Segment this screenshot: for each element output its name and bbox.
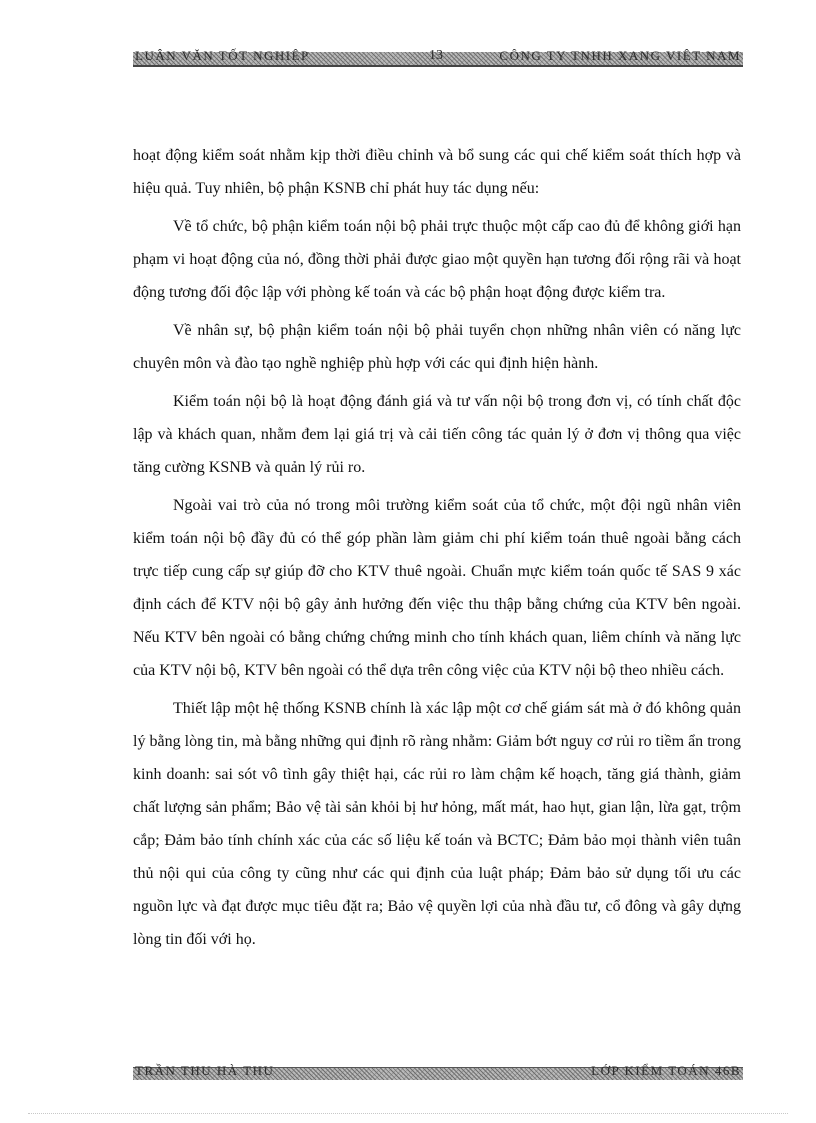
paragraph-continuation: hoạt động kiểm soát nhằm kịp thời điều chỉnh và bổ sung các qui chế kiểm soát thích hợp và hiệu quả. Tuy nhiên, bộ phận KSNB chỉ phát huy tác dụng nếu: <box>133 147 741 197</box>
paragraph-ksnb-system: Thiết lập một hệ thống KSNB chính là xác lập một cơ chế giám sát mà ở đó không quản lý bằng lòng tin, mà bằng những qui định rõ ràng nhằm: Giảm bớt nguy cơ rủi ro tiềm ẩn trong kinh doanh: sai sót vô tình gây thiệt hại, các rủi ro làm chậm kế hoạch, tăng giá thành, giảm chất lượng sản phẩm; Bảo vệ tài sản khỏi bị hư hỏng, mất mát, hao hụt, gian lận, lừa gạt, trộm cắp; Đảm bảo tính chính xác của các số liệu kế toán và BCTC; Đảm bảo mọi thành viên tuân thủ nội qui của công ty cũng như các qui định của luật pháp; Đảm bảo sử dụng tối ưu các nguồn lực và đạt được mục tiêu đặt ra; Bảo vệ quyền lợi của nhà đầu tư, cổ đông và gây dựng lòng tin đối với họ. <box>133 700 741 948</box>
header-company-label: CÔNG TY TNHH XANG VIỆT NAM <box>499 48 741 63</box>
page-edge-divider <box>28 1113 788 1114</box>
page-header <box>133 48 743 67</box>
page-footer <box>133 1063 743 1080</box>
footer-class-label: LỚP KIỂM TOÁN 46B <box>591 1063 741 1078</box>
paragraph-external-audit: Ngoài vai trò của nó trong môi trường kiểm soát của tổ chức, một đội ngũ nhân viên kiểm toán nội bộ đầy đủ có thể góp phần làm giảm chi phí kiểm toán thuê ngoài bằng cách trực tiếp cung cấp sự giúp đỡ cho KTV thuê ngoài. Chuẩn mực kiểm toán quốc tế SAS 9 xác định cách để KTV nội bộ gây ảnh hưởng đến việc thu thập bằng chứng của KTV bên ngoài. Nếu KTV bên ngoài có bằng chứng chứng minh cho tính khách quan, liêm chính và năng lực của KTV nội bộ, KTV bên ngoài có thể dựa trên công việc của KTV nội bộ theo nhiều cách. <box>133 497 741 679</box>
page-number: 13 <box>429 48 443 63</box>
paragraph-organization: Về tổ chức, bộ phận kiểm toán nội bộ phải trực thuộc một cấp cao đủ để không giới hạn phạm vi hoạt động của nó, đồng thời phải được giao một quyền hạn tương đối rộng rãi và hoạt động tương đối độc lập với phòng kế toán và các bộ phận hoạt động được kiểm tra. <box>133 218 741 301</box>
paragraph-internal-audit-definition: Kiểm toán nội bộ là hoạt động đánh giá và tư vấn nội bộ trong đơn vị, có tính chất độc lập và khách quan, nhằm đem lại giá trị và cải tiến công tác quản lý ở đơn vị thông qua việc tăng cường KSNB và quản lý rủi ro. <box>133 393 741 476</box>
footer-author-label: TRẦN THU HÀ THU <box>135 1063 275 1078</box>
paragraph-personnel: Về nhân sự, bộ phận kiểm toán nội bộ phải tuyển chọn những nhân viên có năng lực chuyên môn và đào tạo nghề nghiệp phù hợp với các qui định hiện hành. <box>133 322 741 372</box>
document-body <box>133 139 741 961</box>
header-thesis-label: LUẬN VĂN TỐT NGHIỆP <box>135 48 310 63</box>
